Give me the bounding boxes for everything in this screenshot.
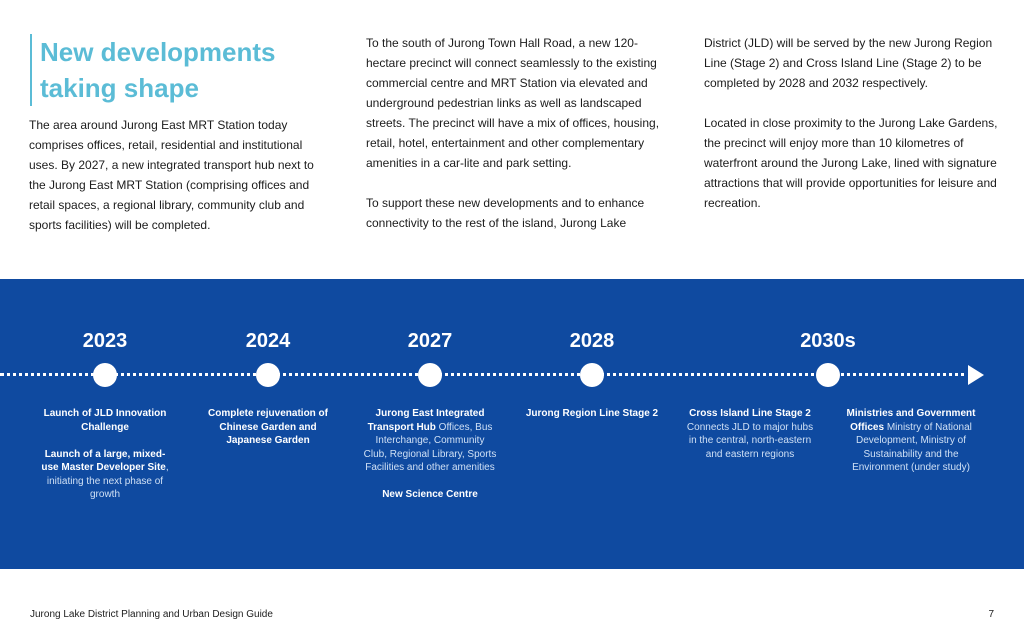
timeline-block-text: Connects JLD to major hubs in the central, north-eastern and eastern regions <box>686 421 814 460</box>
page-number: 7 <box>988 609 994 620</box>
body-column-3 <box>704 33 1004 233</box>
heading-line-1: New developments <box>40 37 276 67</box>
timeline-node <box>93 363 117 387</box>
body-column-1 <box>29 115 319 255</box>
footer-title: Jurong Lake District Planning and Urban Design Guide <box>30 609 273 620</box>
timeline-block-text: Offices, Bus Interchange, Community Club, Regional Library, Sports Facilities and other amenities <box>363 421 497 473</box>
timeline-block-text: , initiating the next phase of growth <box>46 462 169 500</box>
timeline-block-title: Launch of a large, mixed-use Master Developer Site <box>41 448 166 473</box>
page-heading <box>30 34 330 106</box>
timeline-year: 2023 <box>82 330 128 352</box>
timeline-description <box>525 407 659 434</box>
timeline-year: 2024 <box>245 330 291 352</box>
timeline-block-title: New Science Centre <box>382 489 478 500</box>
timeline-block <box>363 407 497 475</box>
timeline-block-title: Jurong Region Line Stage 2 <box>525 408 659 419</box>
timeline-arrow-icon <box>968 365 984 385</box>
timeline-block <box>363 488 497 502</box>
paragraph: To support these new developments and to enhance connectivity to the rest of the island, Jurong Lake <box>366 196 645 230</box>
timeline-block-title: Jurong East Integrated Transport Hub <box>367 408 485 433</box>
timeline-block <box>201 407 335 448</box>
body-column-2 <box>366 33 666 253</box>
timeline-description <box>683 407 817 475</box>
timeline-description <box>38 407 172 515</box>
paragraph: The area around Jurong East MRT Station today comprises offices, retail, residential and institutional uses. By 2027, a new integrated transport hub next to the Jurong East MRT Station (comprising offices and retail spaces, a regional library, community club and sports facilities) will be completed. <box>29 118 314 232</box>
timeline-node <box>418 363 442 387</box>
timeline-block <box>38 407 172 434</box>
timeline-description <box>844 407 978 488</box>
timeline-block-text: Ministry of National Development, Ministry of Sustainability and the Environment (under study) <box>852 421 972 473</box>
timeline-block-title: Ministries and Government Offices <box>846 408 976 433</box>
timeline-description <box>363 407 497 515</box>
timeline-year: 2030s <box>800 330 856 352</box>
timeline-block-title: Complete rejuvenation of Chinese Garden and Japanese Garden <box>207 408 328 446</box>
paragraph: Located in close proximity to the Jurong Lake Gardens, the precinct will enjoy more than 10 kilometres of waterfront around the Jurong Lake, lined with signature attractions that will provide opportunities for leisure and recreation. <box>704 116 998 210</box>
heading-line-2: taking shape <box>40 73 199 103</box>
timeline-year: 2028 <box>569 330 615 352</box>
timeline-node <box>580 363 604 387</box>
timeline-block-title: Cross Island Line Stage 2 <box>689 408 811 419</box>
timeline-block <box>683 407 817 461</box>
timeline-node <box>816 363 840 387</box>
paragraph: To the south of Jurong Town Hall Road, a new 120-hectare precinct will connect seamlessly to the existing commercial centre and MRT Station via elevated and underground pedestrian links as well as landscaped streets. The precinct will have a mix of offices, housing, retail, hotel, entertainment and other complementary amenities in a car-lite and park setting. <box>366 36 660 170</box>
timeline-block <box>38 448 172 502</box>
timeline-year: 2027 <box>407 330 453 352</box>
timeline-block <box>525 407 659 421</box>
timeline-block-title: Launch of JLD Innovation Challenge <box>43 408 167 433</box>
timeline-node <box>256 363 280 387</box>
paragraph: District (JLD) will be served by the new Jurong Region Line (Stage 2) and Cross Island Line (Stage 2) to be completed by 2028 and 2032 respectively. <box>704 36 993 90</box>
timeline-description <box>201 407 335 461</box>
timeline-block <box>844 407 978 475</box>
